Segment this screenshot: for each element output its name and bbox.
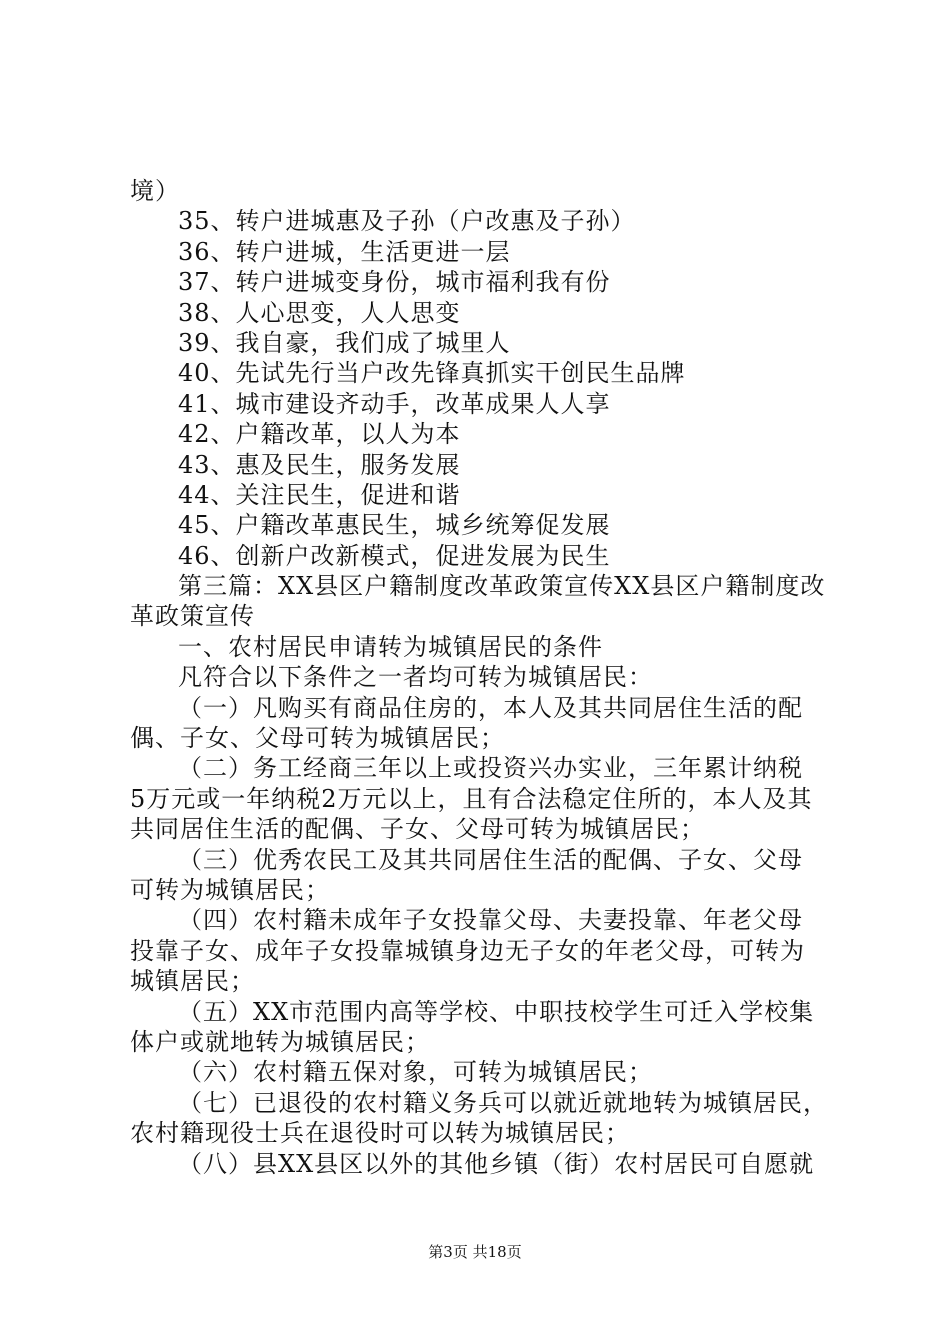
text-line: 投靠子女、成年子女投靠城镇身边无子女的年老父母，可转为 [130,936,805,965]
text-line: 35、转户进城惠及子孙（户改惠及子孙） [178,207,636,236]
text-line: 农村籍现役士兵在退役时可以转为城镇居民； [130,1119,630,1148]
text-line: 44、关注民生，促进和谐 [178,480,461,509]
page-footer: 第3页 共18页 [428,1243,522,1261]
text-line: 43、惠及民生，服务发展 [178,450,461,479]
text-line: 5万元或一年纳税2万元以上，且有合法稳定住所的，本人及其 [130,784,813,813]
text-line: 第三篇：XX县区户籍制度改革政策宣传XX县区户籍制度改 [178,572,826,601]
text-line: （七）已退役的农村籍义务兵可以就近就地转为城镇居民， [178,1088,828,1117]
text-line: （三）优秀农民工及其共同居住生活的配偶、子女、父母 [178,845,803,874]
text-line: 46、创新户改新模式，促进发展为民生 [178,541,611,570]
text-line: （四）农村籍未成年子女投靠父母、夫妻投靠、年老父母 [178,906,803,935]
text-line: （八）县XX县区以外的其他乡镇（街）农村居民可自愿就 [178,1149,815,1178]
text-line: 共同居住生活的配偶、子女、父母可转为城镇居民； [130,815,705,844]
text-line: 37、转户进城变身份，城市福利我有份 [178,268,611,297]
text-line: 41、城市建设齐动手，改革成果人人享 [178,389,611,418]
text-line: 一、农村居民申请转为城镇居民的条件 [178,632,603,661]
text-line: （五）XX市范围内高等学校、中职技校学生可迁入学校集 [178,997,815,1026]
text-line: 境） [130,177,180,205]
text-line: 38、人心思变，人人思变 [178,298,461,327]
text-line: 可转为城镇居民； [130,875,330,904]
text-line: 39、我自豪，我们成了城里人 [178,328,511,357]
text-line: 体户或就地转为城镇居民； [130,1027,430,1056]
text-line: （六）农村籍五保对象，可转为城镇居民； [178,1058,653,1087]
text-line: 40、先试先行当户改先锋真抓实干创民生品牌 [178,359,686,388]
text-line: 42、户籍改革，以人为本 [178,420,461,449]
text-line: 36、转户进城，生活更进一层 [178,237,511,266]
text-line: 45、户籍改革惠民生，城乡统筹促发展 [178,511,611,540]
text-line: （二）务工经商三年以上或投资兴办实业，三年累计纳税 [178,754,803,783]
text-line: 偶、子女、父母可转为城镇居民； [130,724,505,753]
text-line: 城镇居民； [130,967,255,996]
text-line: （一）凡购买有商品住房的，本人及其共同居住生活的配 [178,693,803,722]
text-line: 凡符合以下条件之一者均可转为城镇居民： [178,663,653,692]
document-body [130,176,835,1179]
text-line: 革政策宣传 [130,602,255,631]
